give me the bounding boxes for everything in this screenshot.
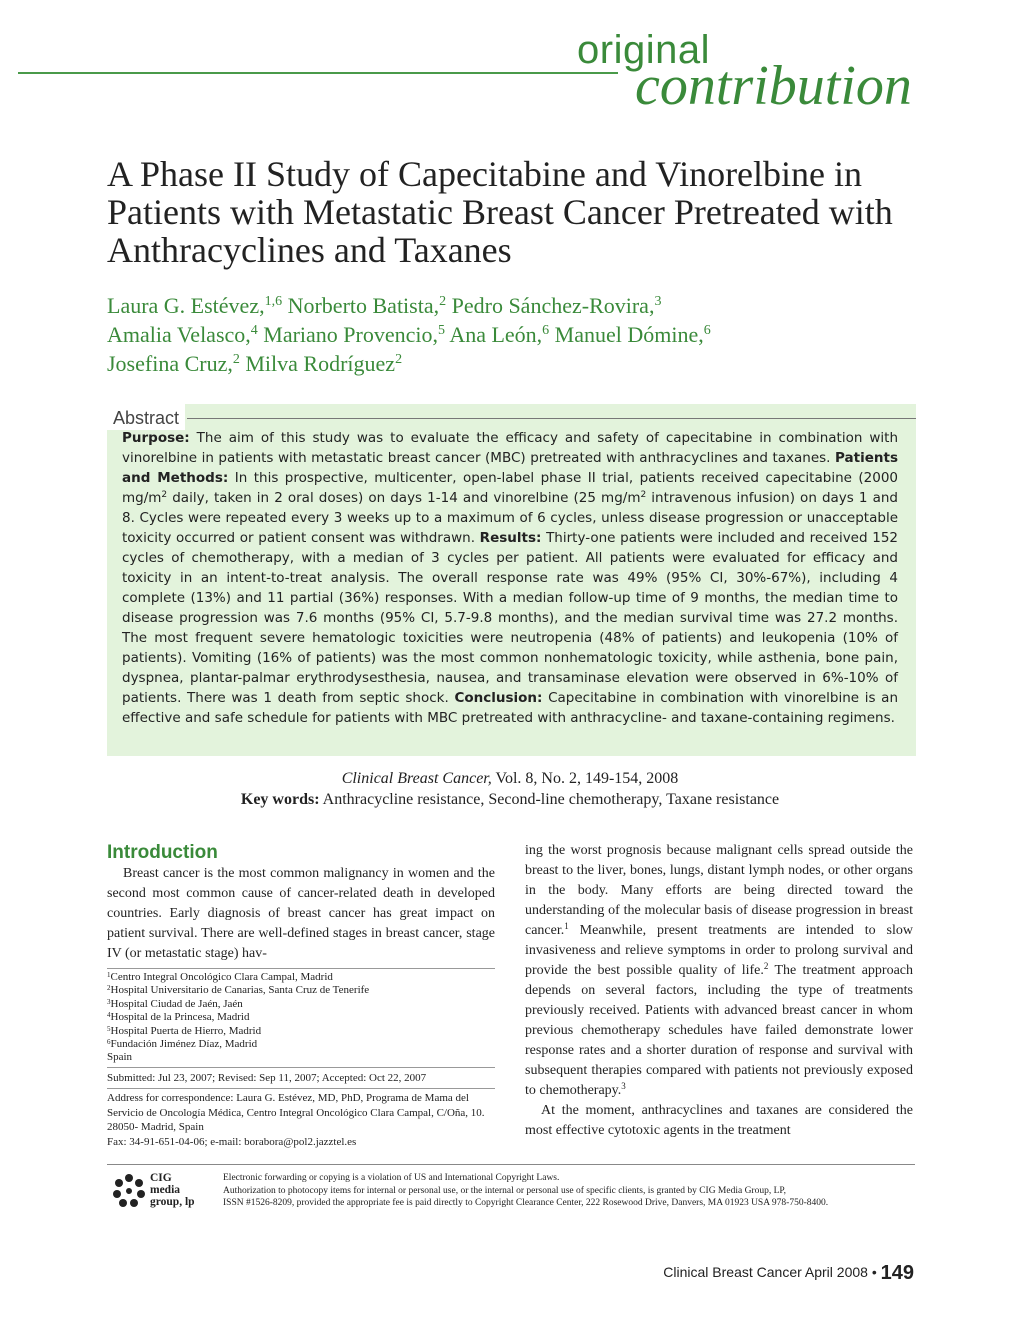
abstract-results-label: Results:: [479, 530, 542, 546]
submitted-rule: [107, 1067, 495, 1068]
footer-date: April 2008: [804, 1264, 868, 1280]
correspondence-address: Address for correspondence: Laura G. Estévez, MD, PhD, Programa de Mama del Servicio de Oncología Médica, Centro Integral Oncológico Clara Campal, C/Oña, 10. 28050- Madrid, Spain: [107, 1092, 485, 1133]
correspondence: [107, 1091, 495, 1149]
author: Mariano Provencio,$^5$: [263, 322, 446, 347]
abstract-methods-label: Patients and Methods:: [122, 450, 898, 486]
author: Amalia Velasco,$^4$: [107, 322, 258, 347]
affiliation-item: $^1$Centro Integral Oncológico Clara Campal, Madrid: [107, 971, 333, 983]
author: Pedro Sánchez-Rovira,$^3$: [451, 293, 662, 318]
author: Milva Rodríguez$^2$: [245, 351, 403, 376]
citation-line: Clinical Breast Cancer, Vol. 8, No. 2, 149-154, 2008: [341, 770, 679, 787]
abstract-tag: [107, 404, 185, 430]
abstract-conclusion-label: Conclusion:: [454, 690, 543, 706]
abstract-purpose-label: Purpose:: [122, 430, 190, 446]
page-footer: [663, 1262, 914, 1285]
abstract-text: Purpose: The aim of this study was to evaluate the efficacy and safety of capecitabine in combination with vinorelbine in patients with metastatic breast cancer (MBC) pretreated with anthracyclines and taxanes. Patients and Methods: In this prospective, multicenter, open-label phase II trial, patients received capecitabine (2000 $mg/m^2$ daily, taken in 2 oral doses) on days 1-14 and vinorelbine (25 $mg/m^2$ intravenous infusion) on days 1 and 8. Cycles were repeated every 3 weeks up to a maximum of 6 cycles, unless disease progression or unacceptable toxicity occurred or patient consent was withdrawn. Results: Thirty-one patients were included and received 152 cycles of chemotherapy, with a median of 3 cycles per patient. All patients were evaluated for efficacy and toxicity in an intent-to-treat analysis. The overall response rate was 49% (95% CI, 30%-67%), including 4 complete (13%) and 11 partial (36%) responses. With a median follow-up time of 9 months, the median time to disease progression was 7.6 months (95% CI, 5.7-9.8 months), and the median survival time was 27.2 months. The most frequent severe hematologic toxicities were neutropenia (48% of patients) and leukopenia (10% of patients). Vomiting (16% of patients) was the most common nonhematologic toxicity, while asthenia, bone pain, dyspnea, plantar-palmar erythrodysesthesia, nausea, and transaminase elevation were observed in 6%-10% of patients. There was 1 death from septic shock. Conclusion: Capecitabine in combination with vinorelbine is an effective and safe schedule for patients with MBC pretreated with anthracycline- and taxane-containing regimens.: [122, 430, 898, 726]
affiliation-item: $^6$Fundación Jiménez Díaz, Madrid: [107, 1038, 258, 1051]
copyright-notice: Electronic forwarding or copying is a violation of US and International Copyright Laws. Authorization to photocopy items for internal or personal use, or the internal or personal use of specific clients, is granted by CIG Media Group, LP, ISSN #1526-8209, provided the appropriate fee is paid directly to Copyright Clearance Center, 222 Rosewood Drive, Danvers, MA 01923 USA 978-750-8400.: [223, 1173, 829, 1208]
intro-paragraph-2: ing the worst prognosis because malignant cells spread outside the breast to the liver, bones, lungs, distant lymph nodes, or other organs in the body. Many efforts are being directed toward the understanding of the molecular basis of disease progression in breast cancer.$^1$ Meanwhile, present treatments are intended to slow invasiveness and relieve symptoms in order to prolong survival and provide the best possible quality of life.$^2$ The treatment approach depends on several factors, including the type of treatments previously received. Patients with advanced breast cancer in whom previous chemotherapy schedules have failed demonstrate lower response rates and a shorter duration of response and survival with subsequent therapies compared with patients not previously exposed to chemotherapy.$^3$: [525, 843, 914, 1098]
correspondence-rule: [107, 1088, 495, 1089]
author-list: [107, 291, 927, 378]
affiliation-item: $^2$Hospital Universitario de Canarias, Santa Cruz de Tenerife: [107, 984, 370, 997]
submission-dates: Submitted: Jul 23, 2007; Revised: Sep 11, 2007; Accepted: Oct 22, 2007: [107, 1072, 427, 1084]
author: Manuel Dómine,$^6$: [554, 322, 711, 347]
intro-heading: Introduction: [107, 842, 218, 863]
article-title: A Phase II Study of Capecitabine and Vinorelbine in Patients with Metastatic Breast Cancer Pretreated with Anthracyclines and Taxanes: [107, 154, 893, 270]
correspondence-contact: Fax: 34-91-651-04-06; e-mail: borabora@pol2.jazztel.es: [107, 1135, 357, 1148]
intro-paragraph-3: At the moment, anthracyclines and taxanes are considered the most effective cytotoxic agents in the treatment: [525, 1103, 913, 1138]
footer-journal: Clinical Breast Cancer: [663, 1264, 802, 1280]
section-label-contribution: contribution: [635, 55, 912, 117]
affiliation-rule: [107, 968, 495, 969]
affiliation-item: $^5$Hospital Puerta de Hierro, Madrid: [107, 1024, 262, 1037]
author: Ana León,$^6$: [449, 322, 550, 347]
intro-column-2: [525, 841, 913, 1141]
copyright-rule: [107, 1164, 915, 1165]
keywords-line: Key words: Anthracycline resistance, Second-line chemotherapy, Taxane resistance: [240, 791, 780, 808]
header-rule: [18, 72, 618, 74]
intro-paragraph-1: Breast cancer is the most common malignancy in women and the second most common cause of cancer-related death in developed countries. Early diagnosis of breast cancer has great impact on patient survival. There are well-defined stages in breast cancer, stage IV (or metastatic stage) hav-: [107, 866, 495, 961]
section-label-original: original: [577, 28, 710, 72]
author: Laura G. Estévez,$^{1,6}$: [107, 293, 283, 318]
affiliation-item: $^3$Hospital Ciudad de Jaén, Jaén: [107, 997, 243, 1010]
author: Josefina Cruz,$^2$: [107, 351, 240, 376]
footer-separator: •: [871, 1264, 877, 1280]
publisher-name: CIG media group, lp: [150, 1172, 195, 1208]
affiliations: [107, 971, 495, 1065]
author: Norberto Batista,$^2$: [287, 293, 447, 318]
abstract-box: [107, 404, 916, 756]
affiliation-country: Spain: [107, 1051, 133, 1064]
abstract-label: Abstract: [113, 408, 180, 428]
cig-media-logo-icon: [110, 1172, 148, 1210]
affiliation-item: $^4$Hospital de la Princesa, Madrid: [107, 1011, 250, 1024]
abstract-rule: [187, 418, 916, 419]
page-number: 149: [880, 1262, 914, 1284]
citation-block: [100, 768, 920, 810]
